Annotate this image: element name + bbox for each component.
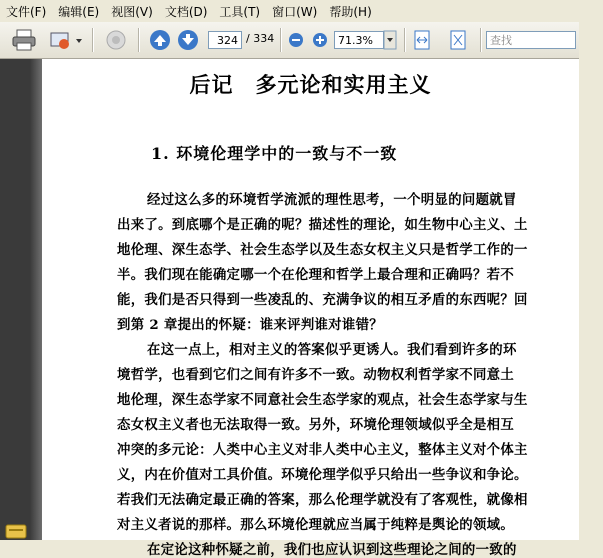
toolbar — [0, 22, 579, 59]
text-line: 在定论这种怀疑之前，我们也应认识到这些理论之间的一致的 — [147, 542, 517, 558]
text-line: 在这一点上，相对主义的答案似乎更诱人。我们看到许多的环 — [147, 342, 517, 358]
text-line: 若我们无法确定最正确的答案，那么伦理学就没有了客观性，就像相 — [117, 492, 528, 508]
page-number-input[interactable]: 324 — [208, 31, 242, 49]
toolbar-separator — [92, 28, 94, 52]
page-title: 后记 多元论和实用主义 — [189, 72, 432, 97]
text-line: 境哲学，也看到它们之间有许多不一致。动物权利哲学家不同意土 — [117, 367, 515, 383]
text-line: 态女权主义者也无法取得一致。另外，环境伦理领域似乎全是相互 — [117, 417, 515, 433]
toolbar-separator — [138, 28, 140, 52]
text-line: 经过这么多的环境哲学流派的理性思考，一个明显的问题就冒 — [147, 192, 517, 208]
menu-tools[interactable]: 工具(T) — [219, 4, 261, 19]
text-line: 能，我们是否只得到一些凌乱的、充满争议的相互矛盾的东西呢？回 — [117, 292, 528, 308]
menu-file[interactable]: 文件(F) — [6, 4, 47, 19]
document-page — [42, 59, 579, 558]
section-heading: 1. 环境伦理学中的一致与不一致 — [151, 144, 398, 163]
menu-document[interactable]: 文档(D) — [164, 4, 208, 19]
chevron-down-icon[interactable] — [384, 28, 396, 52]
fit-page-icon[interactable] — [448, 28, 468, 52]
menu-bar — [0, 0, 579, 23]
disabled-icon — [102, 28, 130, 52]
text-line: 到第 2 章提出的怀疑：谁来评判谁对谁错？ — [117, 317, 383, 333]
panel-shadow — [30, 59, 42, 540]
fit-width-icon[interactable] — [412, 28, 432, 52]
zoom-in-icon[interactable] — [310, 28, 330, 52]
text-line: 对主义者说的那样。那么环境伦理就应当属于纯粹是舆论的领域。 — [117, 517, 515, 533]
comment-icon[interactable] — [4, 522, 30, 540]
text-line: 地伦理，深生态学家不同意社会生态学家的观点，社会生态学家与生 — [117, 392, 528, 408]
search-input[interactable]: 查找 — [486, 31, 576, 49]
zoom-level-field[interactable]: 71.3% — [334, 31, 384, 49]
email-icon[interactable] — [48, 28, 72, 52]
menu-help[interactable]: 帮助(H) — [329, 4, 372, 19]
menu-view[interactable]: 视图(V) — [111, 4, 153, 19]
text-line: 半。我们现在能确定哪一个在伦理和哲学上最合理和正确吗？若不 — [117, 267, 515, 283]
next-page-icon[interactable] — [176, 28, 200, 52]
previous-page-icon[interactable] — [148, 28, 172, 52]
zoom-out-icon[interactable] — [286, 28, 306, 52]
text-line: 义，内在价值对工具价值。环境伦理学似乎只给出一些争议和争论。 — [117, 467, 528, 483]
menu-edit[interactable]: 编辑(E) — [58, 4, 100, 19]
chevron-down-icon[interactable] — [74, 28, 84, 52]
page-total: / 334 — [246, 32, 275, 45]
print-icon[interactable] — [10, 28, 38, 52]
text-line: 地伦理、深生态学、社会生态学以及生态女权主义只是哲学工作的一 — [117, 242, 528, 258]
toolbar-separator — [404, 28, 406, 52]
text-line: 出来了。到底哪个是正确的呢？描述性的理论，如生物中心主义、土 — [117, 217, 528, 233]
menu-window[interactable]: 窗口(W) — [272, 4, 318, 19]
text-line: 冲突的多元论：人类中心主义对非人类中心主义，整体主义对个体主 — [117, 442, 528, 458]
toolbar-separator — [280, 28, 282, 52]
toolbar-separator — [480, 28, 482, 52]
